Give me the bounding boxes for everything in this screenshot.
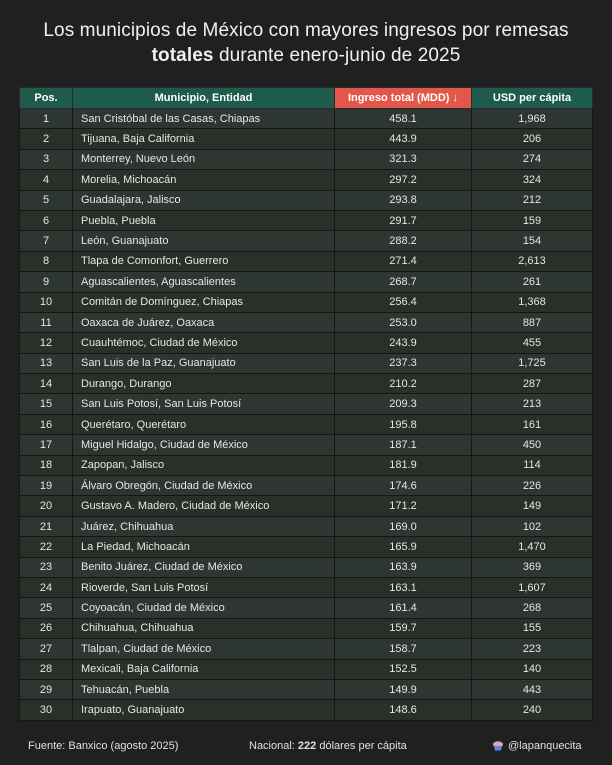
cell-usd-per-capita: 149 — [472, 496, 593, 516]
cell-pos: 8 — [20, 251, 73, 271]
cell-pos: 13 — [20, 353, 73, 373]
cell-usd-per-capita: 223 — [472, 639, 593, 659]
footer — [0, 737, 612, 757]
cell-municipio: San Cristóbal de las Casas, Chiapas — [73, 109, 335, 129]
cell-pos: 10 — [20, 292, 73, 312]
cell-municipio: Comitán de Domínguez, Chiapas — [73, 292, 335, 312]
cell-municipio: Miguel Hidalgo, Ciudad de México — [73, 435, 335, 455]
table-header-row — [20, 88, 593, 109]
cell-municipio: Coyoacán, Ciudad de México — [73, 598, 335, 618]
cell-pos: 5 — [20, 190, 73, 210]
cell-pos: 29 — [20, 679, 73, 699]
table-row — [20, 537, 593, 557]
cell-municipio: Durango, Durango — [73, 374, 335, 394]
cell-ingreso: 253.0 — [335, 312, 472, 332]
cell-ingreso: 271.4 — [335, 251, 472, 271]
cell-pos: 16 — [20, 414, 73, 434]
national-note — [249, 740, 407, 752]
cell-ingreso: 163.9 — [335, 557, 472, 577]
table-row — [20, 476, 593, 496]
cell-pos: 24 — [20, 577, 73, 597]
national-label: Nacional: — [249, 740, 295, 752]
table-row — [20, 577, 593, 597]
national-unit: dólares per cápita — [319, 740, 407, 752]
cell-pos: 19 — [20, 476, 73, 496]
table-row — [20, 129, 593, 149]
cell-usd-per-capita: 159 — [472, 210, 593, 230]
cell-pos: 3 — [20, 149, 73, 169]
cell-ingreso: 237.3 — [335, 353, 472, 373]
cell-ingreso: 158.7 — [335, 639, 472, 659]
cell-ingreso: 148.6 — [335, 700, 472, 720]
cell-pos: 4 — [20, 170, 73, 190]
cell-ingreso: 195.8 — [335, 414, 472, 434]
cell-pos: 27 — [20, 639, 73, 659]
cell-municipio: Juárez, Chihuahua — [73, 516, 335, 536]
cell-ingreso: 187.1 — [335, 435, 472, 455]
author-handle[interactable] — [492, 740, 582, 752]
table-row — [20, 231, 593, 251]
chart-title — [0, 18, 612, 68]
cell-pos: 7 — [20, 231, 73, 251]
cell-ingreso: 210.2 — [335, 374, 472, 394]
table-row — [20, 374, 593, 394]
table-row — [20, 312, 593, 332]
cell-municipio: Oaxaca de Juárez, Oaxaca — [73, 312, 335, 332]
cell-pos: 2 — [20, 129, 73, 149]
table-row — [20, 618, 593, 638]
cell-ingreso: 243.9 — [335, 333, 472, 353]
cell-usd-per-capita: 369 — [472, 557, 593, 577]
cell-pos: 14 — [20, 374, 73, 394]
cell-usd-per-capita: 1,607 — [472, 577, 593, 597]
table-row — [20, 272, 593, 292]
title-line-1: Los municipios de México con mayores ingresos por remesas — [43, 20, 569, 41]
cell-usd-per-capita: 287 — [472, 374, 593, 394]
cell-pos: 21 — [20, 516, 73, 536]
cell-pos: 18 — [20, 455, 73, 475]
cell-usd-per-capita: 226 — [472, 476, 593, 496]
table-row — [20, 516, 593, 536]
cell-ingreso: 159.7 — [335, 618, 472, 638]
cell-pos: 30 — [20, 700, 73, 720]
cell-ingreso: 288.2 — [335, 231, 472, 251]
cell-usd-per-capita: 455 — [472, 333, 593, 353]
table-row — [20, 251, 593, 271]
cell-municipio: Morelia, Michoacán — [73, 170, 335, 190]
table-body — [20, 109, 593, 721]
table-row — [20, 170, 593, 190]
cell-usd-per-capita: 212 — [472, 190, 593, 210]
cell-ingreso: 268.7 — [335, 272, 472, 292]
table-row — [20, 109, 593, 129]
cell-ingreso: 149.9 — [335, 679, 472, 699]
col-header-pos[interactable]: Pos. — [20, 88, 73, 109]
remittance-table — [19, 87, 592, 721]
cell-usd-per-capita: 114 — [472, 455, 593, 475]
cell-pos: 22 — [20, 537, 73, 557]
cell-municipio: San Luis de la Paz, Guanajuato — [73, 353, 335, 373]
cell-usd-per-capita: 274 — [472, 149, 593, 169]
cell-municipio: Rioverde, San Luis Potosí — [73, 577, 335, 597]
cell-municipio: Tehuacán, Puebla — [73, 679, 335, 699]
cell-pos: 6 — [20, 210, 73, 230]
cell-municipio: San Luis Potosí, San Luis Potosí — [73, 394, 335, 414]
cell-municipio: Irapuato, Guanajuato — [73, 700, 335, 720]
cell-pos: 25 — [20, 598, 73, 618]
cell-usd-per-capita: 1,725 — [472, 353, 593, 373]
cell-usd-per-capita: 887 — [472, 312, 593, 332]
cell-usd-per-capita: 240 — [472, 700, 593, 720]
cell-pos: 28 — [20, 659, 73, 679]
cell-municipio: La Piedad, Michoacán — [73, 537, 335, 557]
cell-municipio: Gustavo A. Madero, Ciudad de México — [73, 496, 335, 516]
cell-usd-per-capita: 161 — [472, 414, 593, 434]
cell-municipio: Querétaro, Querétaro — [73, 414, 335, 434]
table-row — [20, 659, 593, 679]
table-row — [20, 190, 593, 210]
cell-municipio: Cuauhtémoc, Ciudad de México — [73, 333, 335, 353]
cell-pos: 9 — [20, 272, 73, 292]
cell-pos: 15 — [20, 394, 73, 414]
cell-usd-per-capita: 1,470 — [472, 537, 593, 557]
cell-municipio: Puebla, Puebla — [73, 210, 335, 230]
cell-municipio: León, Guanajuato — [73, 231, 335, 251]
table-row — [20, 414, 593, 434]
table-row — [20, 394, 593, 414]
cell-municipio: Álvaro Obregón, Ciudad de México — [73, 476, 335, 496]
cell-ingreso: 458.1 — [335, 109, 472, 129]
cell-ingreso: 165.9 — [335, 537, 472, 557]
cupcake-icon — [492, 741, 504, 751]
cell-municipio: Tlalpan, Ciudad de México — [73, 639, 335, 659]
cell-ingreso: 293.8 — [335, 190, 472, 210]
cell-municipio: Tlapa de Comonfort, Guerrero — [73, 251, 335, 271]
cell-usd-per-capita: 155 — [472, 618, 593, 638]
cell-municipio: Mexicali, Baja California — [73, 659, 335, 679]
table-row — [20, 557, 593, 577]
cell-usd-per-capita: 140 — [472, 659, 593, 679]
cell-municipio: Monterrey, Nuevo León — [73, 149, 335, 169]
cell-municipio: Guadalajara, Jalisco — [73, 190, 335, 210]
title-line-2 — [0, 43, 612, 68]
cell-ingreso: 297.2 — [335, 170, 472, 190]
table-row — [20, 598, 593, 618]
cell-municipio: Benito Juárez, Ciudad de México — [73, 557, 335, 577]
cell-ingreso: 181.9 — [335, 455, 472, 475]
cell-municipio: Aguascalientes, Aguascalientes — [73, 272, 335, 292]
cell-usd-per-capita: 1,368 — [472, 292, 593, 312]
cell-ingreso: 256.4 — [335, 292, 472, 312]
cell-pos: 26 — [20, 618, 73, 638]
table-row — [20, 333, 593, 353]
cell-municipio: Tijuana, Baja California — [73, 129, 335, 149]
cell-usd-per-capita: 450 — [472, 435, 593, 455]
cell-pos: 11 — [20, 312, 73, 332]
cell-ingreso: 443.9 — [335, 129, 472, 149]
cell-usd-per-capita: 324 — [472, 170, 593, 190]
cell-ingreso: 321.3 — [335, 149, 472, 169]
national-value: 222 — [297, 740, 317, 752]
source-note: Fuente: Banxico (agosto 2025) — [28, 740, 179, 752]
table-row — [20, 435, 593, 455]
table-row — [20, 149, 593, 169]
table-row — [20, 353, 593, 373]
table-row — [20, 292, 593, 312]
cell-usd-per-capita: 102 — [472, 516, 593, 536]
table-row — [20, 700, 593, 720]
cell-ingreso: 161.4 — [335, 598, 472, 618]
title-line-2-rest: durante enero-junio de 2025 — [213, 45, 461, 66]
cell-pos: 1 — [20, 109, 73, 129]
cell-usd-per-capita: 443 — [472, 679, 593, 699]
cell-pos: 17 — [20, 435, 73, 455]
cell-usd-per-capita: 206 — [472, 129, 593, 149]
cell-pos: 20 — [20, 496, 73, 516]
cell-ingreso: 174.6 — [335, 476, 472, 496]
cell-ingreso: 169.0 — [335, 516, 472, 536]
cell-municipio: Chihuahua, Chihuahua — [73, 618, 335, 638]
title-bold-word: totales — [151, 45, 214, 66]
cell-usd-per-capita: 1,968 — [472, 109, 593, 129]
table-row — [20, 639, 593, 659]
cell-usd-per-capita: 268 — [472, 598, 593, 618]
col-header-usd-per-capita[interactable]: USD per cápita — [472, 88, 593, 109]
cell-usd-per-capita: 213 — [472, 394, 593, 414]
col-header-municipio[interactable]: Municipio, Entidad — [73, 88, 335, 109]
table-row — [20, 210, 593, 230]
cell-ingreso: 171.2 — [335, 496, 472, 516]
table-row — [20, 679, 593, 699]
handle-text: @lapanquecita — [508, 740, 582, 752]
table-row — [20, 496, 593, 516]
cell-ingreso: 163.1 — [335, 577, 472, 597]
col-header-ingreso-sorted[interactable]: Ingreso total (MDD) ↓ — [335, 88, 472, 109]
cell-ingreso: 291.7 — [335, 210, 472, 230]
cell-pos: 23 — [20, 557, 73, 577]
cell-usd-per-capita: 154 — [472, 231, 593, 251]
cell-municipio: Zapopan, Jalisco — [73, 455, 335, 475]
cell-ingreso: 209.3 — [335, 394, 472, 414]
table-row — [20, 455, 593, 475]
cell-usd-per-capita: 2,613 — [472, 251, 593, 271]
cell-pos: 12 — [20, 333, 73, 353]
cell-ingreso: 152.5 — [335, 659, 472, 679]
cell-usd-per-capita: 261 — [472, 272, 593, 292]
